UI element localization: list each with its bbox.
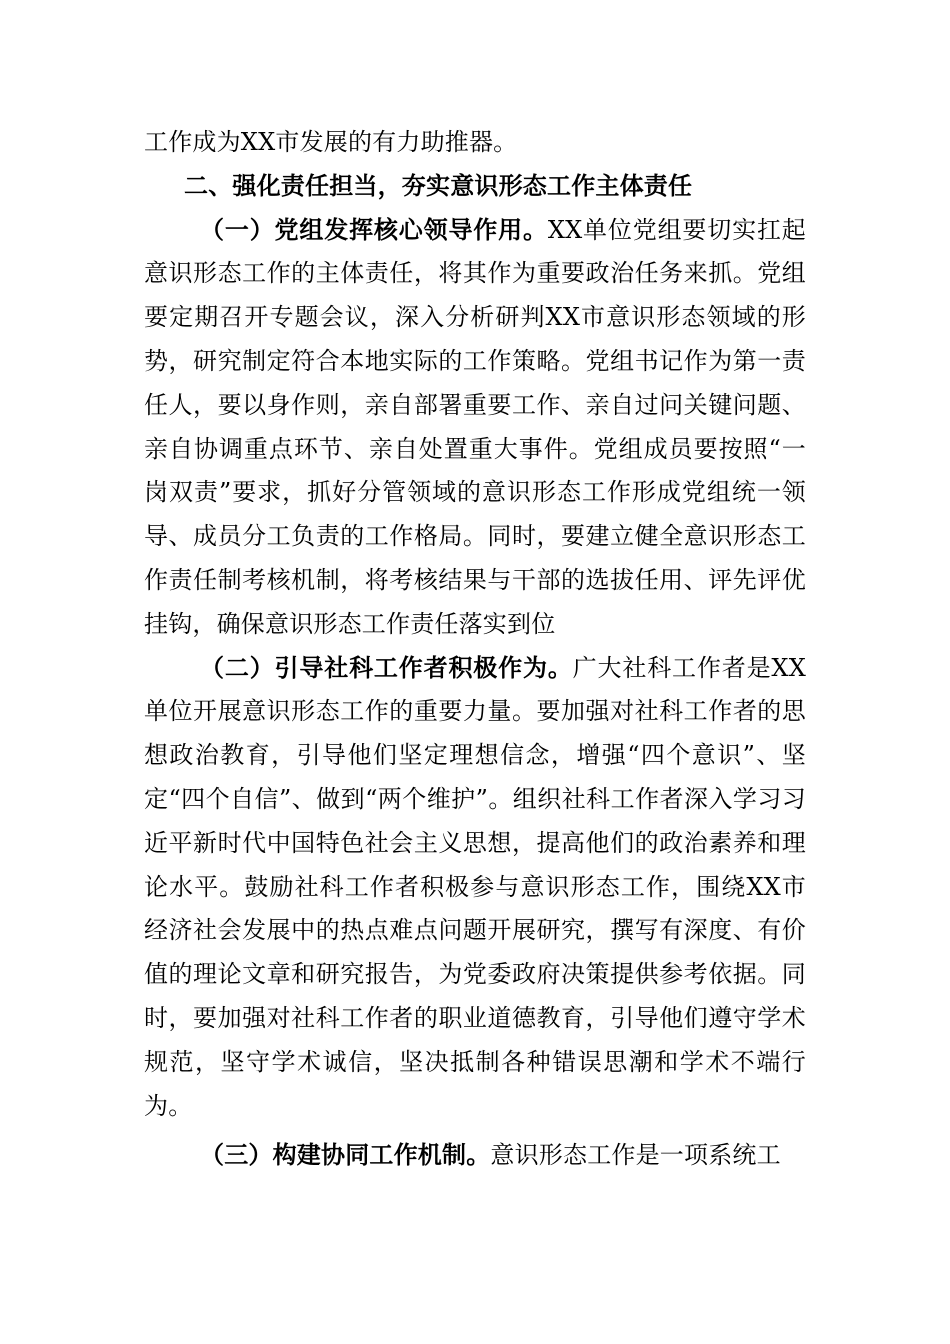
paragraph-1-body: XX单位党组要切实扛起意识形态工作的主体责任，将其作为重要政治任务来抓。党组要定期召开专题会议，深入分析研判XX市意识形态领域的形势，研究制定符合本地实际的工作策略。党组书记作为第一责任人，要以身作则，亲自部署重要工作、亲自过问关键问题、亲自协调重点环节、亲自处置重大事件。党组成员要按照“一岗双责”要求，抓好分管领域的意识形态工作形成党组统一领导、成员分工负责的工作格局。同时，要建立健全意识形态工作责任制考核机制，将考核结果与干部的选拔任用、评先评优挂钩，确保意识形态工作责任落实到位: [144, 215, 806, 638]
section-heading: 二、强化责任担当，夯实意识形态工作主体责任: [184, 171, 693, 200]
paragraph-1: [144, 209, 806, 647]
paragraph-2: [144, 647, 806, 1129]
paragraph-2-body: 广大社科工作者是XX单位开展意识形态工作的重要力量。要加强对社科工作者的思想政治教育，引导他们坚定理想信念，增强“四个意识”、坚定“四个自信”、做到“两个维护”。组织社科工作者深入学习习近平新时代中国特色社会主义思想，提高他们的政治素养和理论水平。鼓励社科工作者积极参与意识形态工作，围绕XX市经济社会发展中的热点难点问题开展研究，撰写有深度、有价值的理论文章和研究报告，为党委政府决策提供参考依据。同时，要加强对社科工作者的职业道德教育，引导他们遵守学术规范，坚守学术诚信，坚决抵制各种错误思潮和学术不端行为。: [144, 653, 807, 1120]
paragraph-3-body: 意识形态工作是一项系统工: [490, 1141, 781, 1170]
paragraph-3: [144, 1134, 806, 1178]
document-body: [144, 121, 806, 1178]
paragraph-1-lead: （一）党组发挥核心领导作用。: [200, 215, 548, 244]
intro-line: 工作成为XX市发展的有力助推器。: [144, 128, 518, 156]
paragraph-3-lead: （三）构建协同工作机制。: [200, 1141, 491, 1170]
paragraph-2-lead: （二）引导社科工作者积极作为。: [200, 653, 573, 682]
